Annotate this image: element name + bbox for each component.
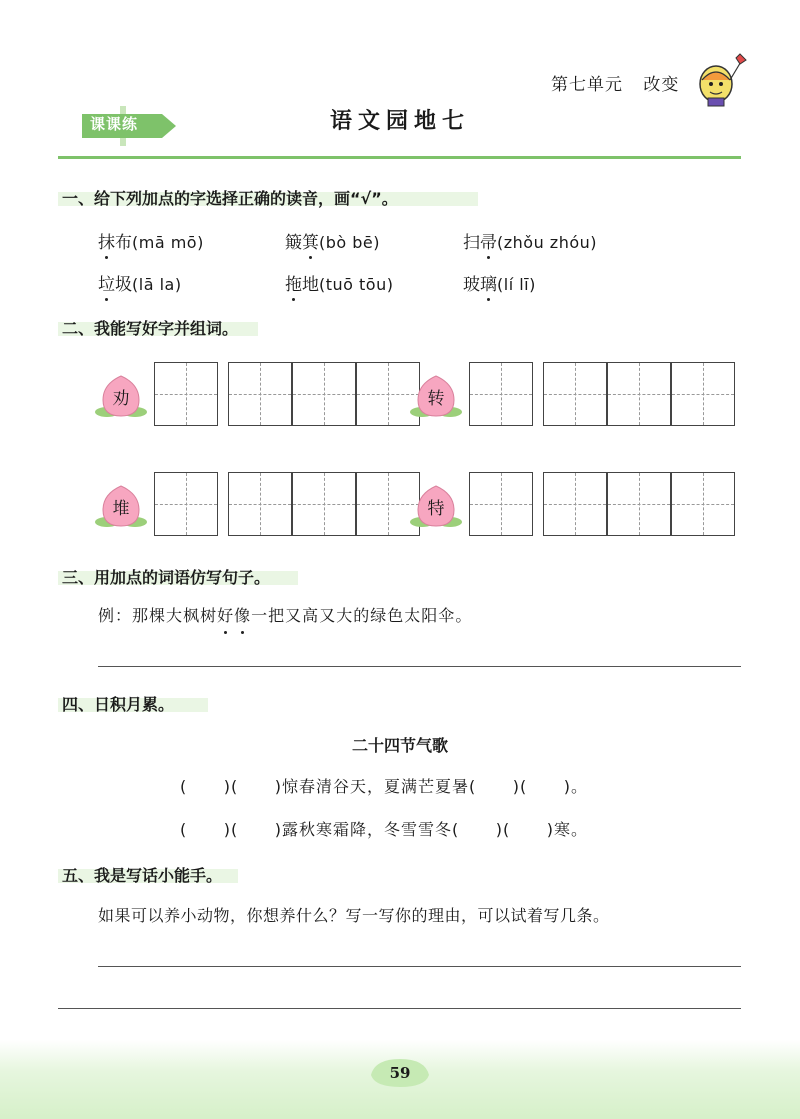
writing-grid-cell[interactable] — [228, 472, 292, 536]
poem-title: 二十四节气歌 — [351, 736, 448, 755]
sentence-char: 阳 — [421, 606, 439, 625]
badge-label: 课课练 — [90, 115, 139, 133]
dotted-char: 箕 — [302, 228, 319, 253]
word-char: 布 — [115, 233, 132, 253]
pronunciation-item[interactable] — [98, 228, 204, 253]
section1-heading: 一、给下列加点的字选择正确的读音，画“√”。 — [62, 186, 398, 209]
dotted-char: 好 — [217, 603, 234, 626]
sentence-char: 色 — [387, 606, 405, 625]
pronunciation-item[interactable] — [98, 270, 182, 295]
unit-number: 第七单元 — [551, 75, 623, 95]
dotted-char: 璃 — [480, 270, 497, 295]
pinyin-options[interactable]: (lā la) — [132, 275, 182, 294]
pinyin-options[interactable]: (bò bē) — [319, 233, 381, 252]
example-sentence — [98, 603, 472, 626]
pinyin-options[interactable]: (mā mō) — [132, 233, 204, 252]
sentence-char: 的 — [353, 606, 371, 625]
practice-char: 转 — [427, 389, 445, 409]
section2-heading: 二、我能写好字并组词。 — [62, 316, 238, 339]
writing-grid-cell[interactable] — [292, 472, 356, 536]
writing-prompt: 如果可以养小动物，你想养什么？写一写你的理由，可以试着写几条。 — [98, 906, 610, 925]
writing-grid-cell[interactable] — [607, 362, 671, 426]
sentence-char: 高 — [302, 606, 320, 625]
pinyin-options[interactable]: (lí lī) — [497, 275, 536, 294]
writing-grid-cell[interactable] — [154, 472, 218, 536]
unit-topic: 改变 — [643, 75, 680, 95]
writing-grid-cell[interactable] — [469, 472, 533, 536]
writing-grid-cell[interactable] — [154, 362, 218, 426]
example-prefix: 例： — [98, 606, 133, 625]
word-char: 簸 — [285, 233, 302, 253]
sentence-char: 又 — [285, 606, 303, 625]
writing-grid-cell[interactable] — [671, 362, 735, 426]
writing-grid-cell[interactable] — [607, 472, 671, 536]
pronunciation-item[interactable] — [463, 228, 597, 253]
sentence-char: 那 — [132, 606, 150, 625]
writing-grid-cell[interactable] — [469, 362, 533, 426]
pronunciation-item[interactable] — [463, 270, 536, 295]
writing-grid-cell[interactable] — [671, 472, 735, 536]
dotted-char: 垃 — [98, 270, 115, 295]
sentence-char: 把 — [268, 606, 286, 625]
poem-line-2[interactable]: ( )( )露秋寒霜降，冬雪雪冬( )( )寒。 — [180, 820, 589, 839]
dotted-char: 帚 — [480, 228, 497, 253]
mascot-icon — [690, 50, 750, 110]
answer-line-2[interactable] — [58, 1008, 741, 1009]
sentence-char: 棵 — [149, 606, 167, 625]
header-divider — [58, 156, 741, 159]
practice-char: 堆 — [112, 499, 130, 519]
answer-line[interactable] — [98, 666, 741, 667]
sentence-char: 。 — [455, 606, 473, 625]
pronunciation-item[interactable] — [285, 228, 380, 253]
dotted-char: 拖 — [285, 270, 302, 295]
writing-grid-cell[interactable] — [292, 362, 356, 426]
practice-char: 特 — [427, 499, 445, 519]
sentence-char: 大 — [166, 606, 184, 625]
word-char: 地 — [302, 275, 319, 295]
sentence-char: 伞 — [438, 606, 456, 625]
writing-grid-cell[interactable] — [228, 362, 292, 426]
dotted-char: 像 — [234, 603, 251, 626]
sentence-char: 绿 — [370, 606, 388, 625]
pinyin-options[interactable]: (tuō tōu) — [319, 275, 394, 294]
practice-char: 劝 — [112, 389, 130, 409]
word-char: 扫 — [463, 233, 480, 253]
sentence-char: 太 — [404, 606, 422, 625]
section5-heading: 五、我是写话小能手。 — [62, 863, 222, 886]
page-title: 语文园地七 — [329, 108, 470, 134]
pronunciation-item[interactable] — [285, 270, 393, 295]
sentence-char: 又 — [319, 606, 337, 625]
unit-label — [551, 70, 693, 95]
writing-grid-cell[interactable] — [543, 472, 607, 536]
sentence-char: 一 — [251, 606, 269, 625]
poem-line-1[interactable]: ( )( )惊春清谷天，夏满芒夏暑( )( )。 — [180, 777, 589, 796]
pinyin-options[interactable]: (zhǒu zhóu) — [497, 233, 598, 252]
writing-grid-cell[interactable] — [543, 362, 607, 426]
page-number: 59 — [389, 1064, 411, 1082]
sentence-char: 枫 — [183, 606, 201, 625]
word-char: 圾 — [115, 275, 132, 295]
sentence-char: 树 — [200, 606, 218, 625]
sentence-char: 大 — [336, 606, 354, 625]
answer-line-1[interactable] — [98, 966, 741, 967]
section3-heading: 三、用加点的词语仿写句子。 — [62, 565, 270, 588]
word-char: 玻 — [463, 275, 480, 295]
section4-heading: 四、日积月累。 — [62, 692, 174, 715]
dotted-char: 抹 — [98, 228, 115, 253]
